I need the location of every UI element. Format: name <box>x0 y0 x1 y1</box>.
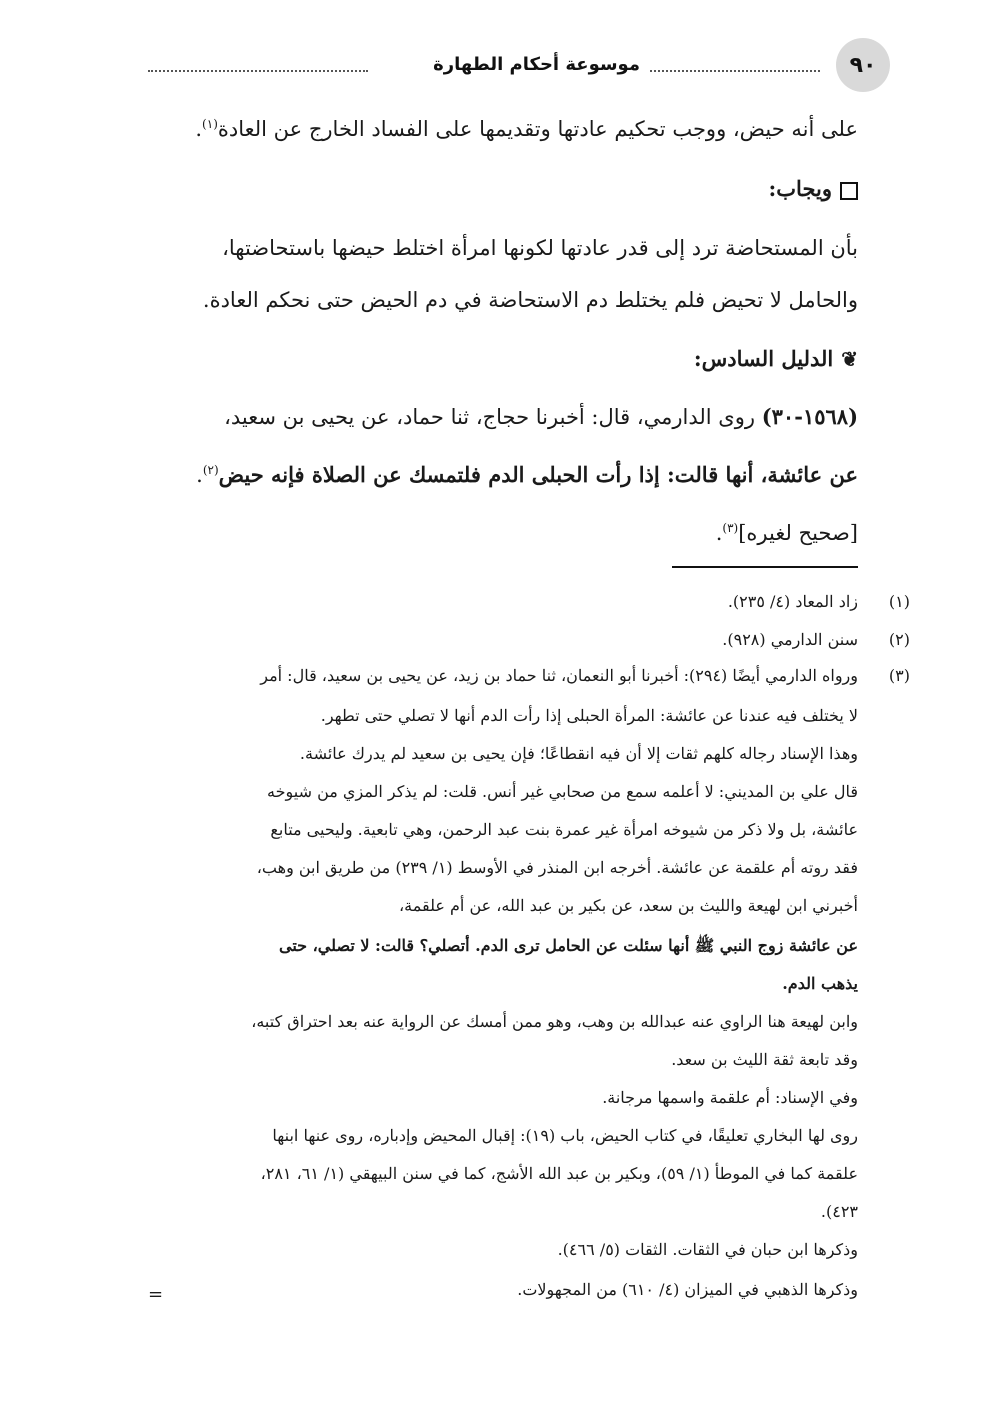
header-dots-left <box>148 70 368 72</box>
footnote-3-line <box>146 666 910 685</box>
footnote-3-line: وفي الإسناد: أم علقمة واسمها مرجانة. <box>602 1088 858 1107</box>
footnote-3-line: علقمة كما في الموطأ (١/ ٥٩)، وبكير بن عبد الله الأشج، كما في سنن البيهقي (١/ ٦١، ٢٨١، <box>260 1164 858 1183</box>
footnote-3-line: عائشة، بل ولا ذكر من شيوخه امرأة غير عمرة بنت عبد الرحمن، وهي تابعية. وليحيى متابع <box>270 820 858 839</box>
footnote-2 <box>146 630 910 649</box>
evidence-heading-text: الدليل السادس: <box>693 346 834 371</box>
footnote-ref: (١) <box>202 117 218 131</box>
hadith-line <box>224 406 858 428</box>
footnote-3-line: أخبرني ابن لهيعة والليث بن سعد، عن بكير بن عبد الله، عن أم علقمة، <box>399 896 858 915</box>
footnote-3-line: وابن لهيعة هنا الراوي عنه عبدالله بن وهب، وهو ممن أمسك عن الرواية عنه بعد احتراق كتبه، <box>251 1012 858 1031</box>
answer-heading <box>769 178 858 200</box>
footnote-ref: (٣) <box>722 521 739 535</box>
footnote-number: (٢) <box>888 630 910 649</box>
checkbox-icon <box>840 182 858 200</box>
footnote-3-line: عن عائشة زوج النبي ﷺ أنها سئلت عن الحامل ترى الدم. أتصلي؟ قالت: لا تصلي، حتى <box>279 936 858 955</box>
running-title: موسوعة أحكام الطهارة <box>433 54 640 75</box>
hadith-chain: روى الدارمي، قال: أخبرنا حجاج، ثنا حماد، عن يحيى بن سعيد، <box>224 405 756 429</box>
footnote-3-line: وقد تابعة ثقة الليث بن سعد. <box>671 1050 858 1069</box>
footnote-3-line: روى لها البخاري تعليقًا، في كتاب الحيض، باب (١٩): إقبال المحيض وإدباره، روى عنها ابنها <box>272 1126 858 1145</box>
continuation-mark: = <box>148 1284 164 1305</box>
text-line: بأن المستحاضة ترد إلى قدر عادتها لكونها امرأة اختلط حيضها باستحاضتها، <box>222 236 858 260</box>
page-number: ٩٠ <box>836 38 890 92</box>
hadith-text-line <box>196 464 858 486</box>
footnote-number: (٣) <box>888 666 910 685</box>
evidence-heading <box>694 348 858 369</box>
footnote-text: زاد المعاد (٤/ ٢٣٥). <box>727 592 858 611</box>
footnote-3-line: وهذا الإسناد رجاله كلهم ثقات إلا أن فيه انقطاعًا؛ فإن يحيى بن سعيد لم يدرك عائشة. <box>299 744 858 763</box>
text-line-content: على أنه حيض، ووجب تحكيم عادتها وتقديمها على الفساد الخارج عن العادة <box>217 117 858 141</box>
footnote-3-line: وذكرها الذهبي في الميزان (٤/ ٦١٠) من المجهولات. <box>517 1280 858 1299</box>
leaf-icon: ❦ <box>841 347 858 371</box>
footnote-1 <box>146 592 910 611</box>
text-line: والحامل لا تحيض فلم يختلط دم الاستحاضة في دم الحيض حتى نحكم العادة. <box>202 288 858 312</box>
hadith-text: عن عائشة، أنها قالت: إذا رأت الحبلى الدم فلتمسك عن الصلاة فإنه حيض <box>218 462 858 487</box>
hadith-number: (١٥٦٨-٣٠) <box>761 404 858 429</box>
footnote-ref: (٢) <box>202 463 219 477</box>
text-line <box>195 118 858 140</box>
footnote-separator <box>672 566 858 568</box>
footnote-text: ورواه الدارمي أيضًا (٢٩٤): أخبرنا أبو النعمان، ثنا حماد بن زيد، عن يحيى بن سعيد، قال: أمر <box>260 666 858 685</box>
punctuation: . <box>195 117 203 141</box>
punctuation: . <box>196 463 203 487</box>
footnote-number: (١) <box>888 592 910 611</box>
punctuation: . <box>715 521 723 545</box>
footnote-3-line: ٤٢٣). <box>820 1202 858 1221</box>
hadith-grade: [صحيح لغيره] <box>738 521 858 545</box>
footnote-3-line: قال علي بن المديني: لا أعلمه سمع من صحابي غير أنس. قلت: لم يذكر المزي من شيوخه <box>267 782 858 801</box>
page-header <box>148 38 890 100</box>
footnote-3-line: يذهب الدم. <box>782 974 858 993</box>
grade-line <box>716 522 858 544</box>
footnote-3-line: فقد روته أم علقمة عن عائشة. أخرجه ابن المنذر في الأوسط (١/ ٢٣٩) من طريق ابن وهب، <box>256 858 858 877</box>
answer-heading-text: ويجاب: <box>768 176 832 201</box>
header-dots-right <box>650 70 820 72</box>
footnote-3-line: وذكرها ابن حبان في الثقات. الثقات (٥/ ٤٦٦). <box>557 1240 858 1259</box>
footnote-text: سنن الدارمي (٩٢٨). <box>722 630 858 649</box>
footnote-3-line: لا يختلف فيه عندنا عن عائشة: المرأة الحبلى إذا رأت الدم أنها لا تصلي حتى تطهر. <box>320 706 858 725</box>
